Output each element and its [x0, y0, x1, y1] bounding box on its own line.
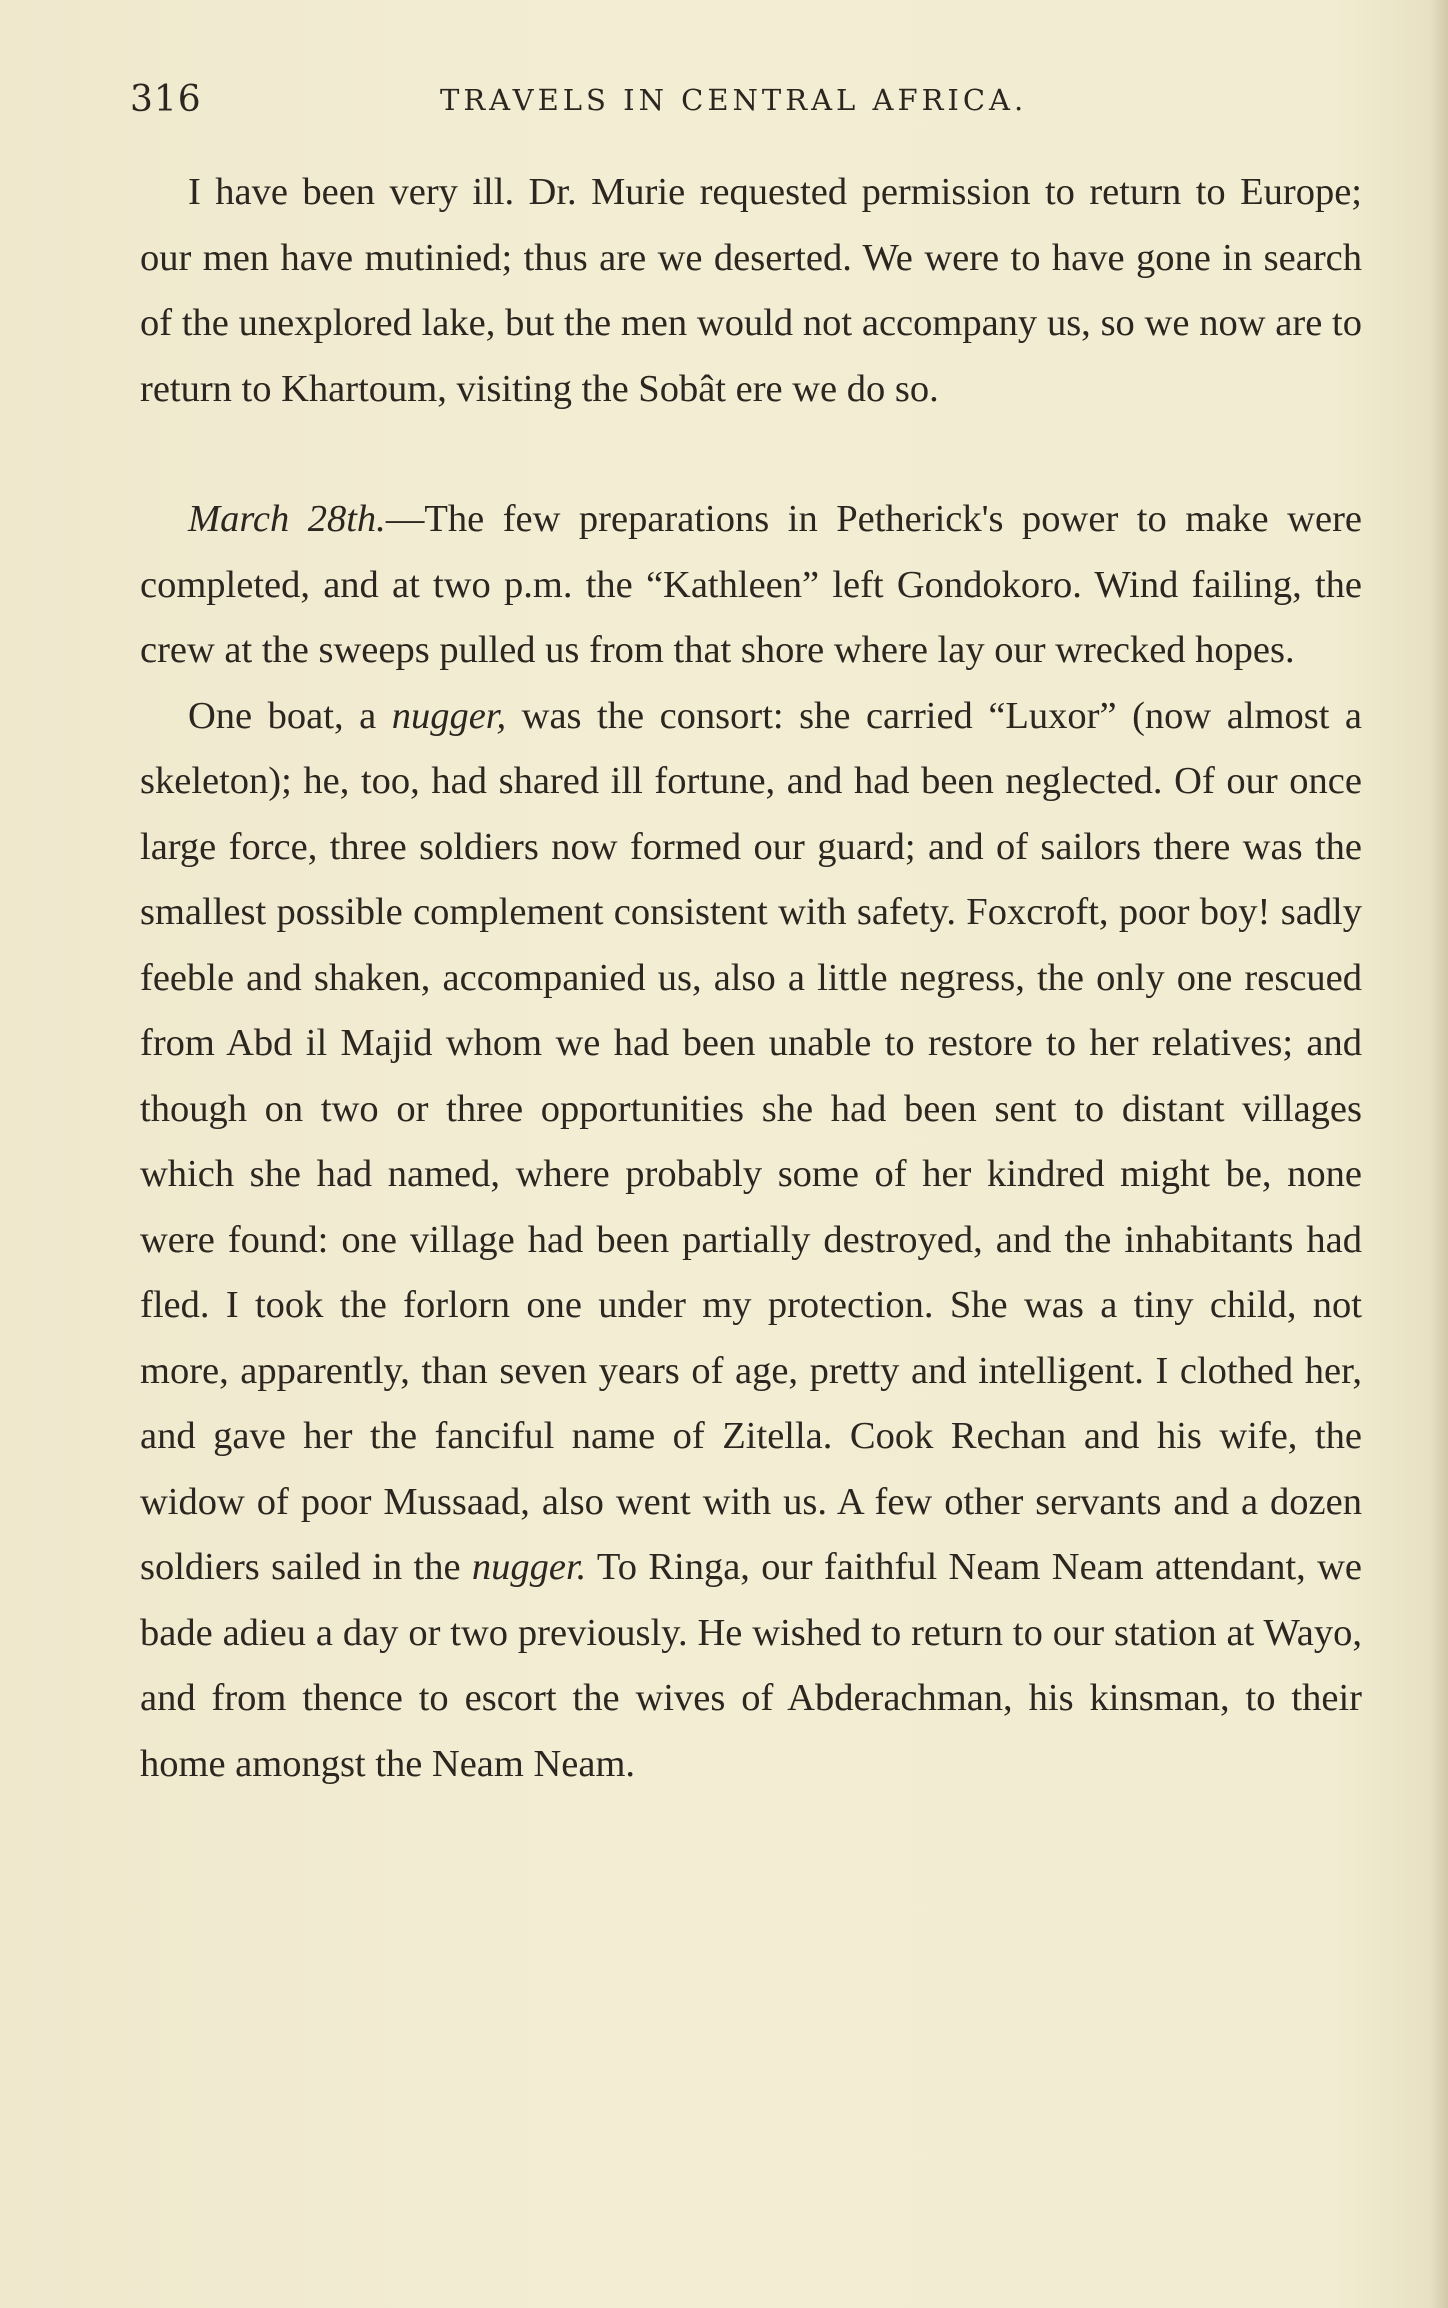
italic-word-nugger: nugger, [391, 694, 507, 737]
paragraph-3-text-b: was the consort: she carried “Luxor” (now almost a skeleton); he, too, had shared ill fortune, and had been neglected. Of our once large force, three soldiers now formed our guard; and of sailors there was the smallest possible complement consistent with safety. Foxcroft, poor boy! sadly feeble and shaken, accompanied us, also a little negress, the only one rescued from Abd il Majid whom we had been unable to restore to her relatives; and though on two or three opportunities she had been sent to distant villages which she had named, where probably some of her kindred might be, none were found: one village had been partially destroyed, and the inhabitants had fled. I took the forlorn one under my protection. She was a tiny child, not more, apparently, than seven years of age, pretty and intelligent. I clothed her, and gave her the fanciful name of Zitella. Cook Rechan and his wife, the widow of poor Mussaad, also went with us. A few other servants and a dozen soldiers sailed in the [140, 694, 1362, 1588]
paragraph-2 [140, 487, 1362, 684]
paragraph-3-text-a: One boat, a [188, 694, 392, 737]
paragraph-2-text: —The few preparations in Petherick's power to make were completed, and at two p.m. the “Kathleen” left Gondokoro. Wind failing, the crew at the sweeps pulled us from that shore where lay our wrecked hopes. [140, 498, 1362, 671]
paragraph-1: I have been very ill. Dr. Murie requested permission to return to Europe; our men have mutinied; thus are we deserted. We were to have gone in search of the unexplored lake, but the men would not accompany us, so we now are to return to Khartoum, visiting the Sobât ere we do so. [140, 171, 1362, 410]
section-gap [140, 422, 1362, 487]
paragraph-3-text-c: To Ringa, our faithful Neam Neam attendant, we bade adieu a day or two previously. He wished to return to our station at Wayo, and from thence to escort the wives of Abderachman, his kinsman, to their home amongst the Neam Neam. [140, 1546, 1362, 1785]
running-head [130, 70, 1360, 130]
body-text [140, 160, 1362, 1797]
page-edge-shadow [1430, 0, 1448, 2308]
running-title: TRAVELS IN CENTRAL AFRICA. [440, 83, 1028, 117]
italic-word-nugger-2: nugger. [471, 1546, 587, 1588]
paragraph-3 [140, 684, 1362, 1798]
entry-date: March 28th. [188, 498, 386, 540]
page-number: 316 [130, 79, 202, 120]
